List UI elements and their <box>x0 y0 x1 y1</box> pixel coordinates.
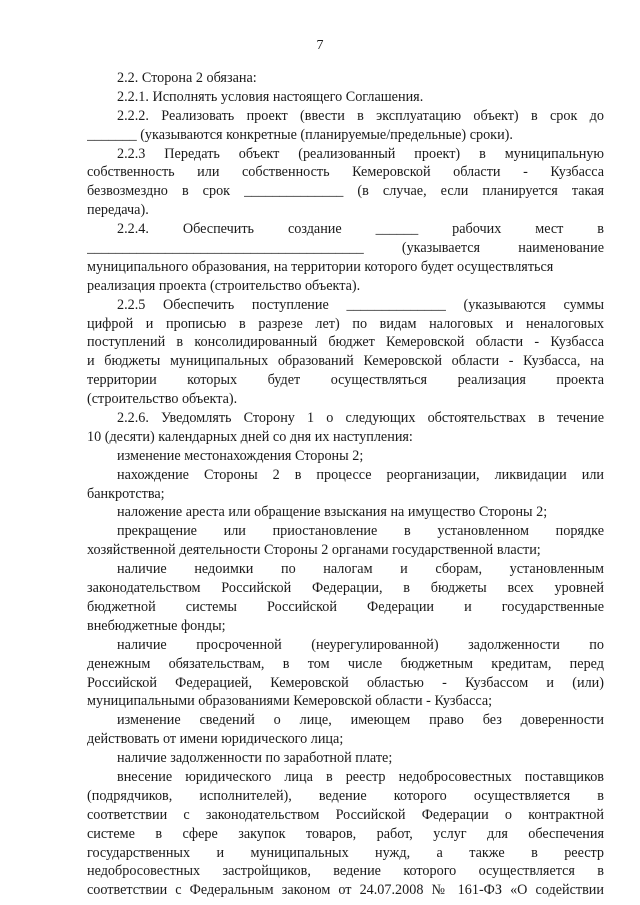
text-line: (подрядчиков, исполнителей), ведение которого осуществляется в <box>87 787 604 804</box>
text-line: наличие недоимки по налогам и сборам, установленным <box>117 561 604 578</box>
text-line: прекращение или приостановление в установленном порядке <box>117 523 604 540</box>
text-line: внебюджетные фонды; <box>87 617 226 634</box>
page-number: 7 <box>316 38 324 53</box>
text-line: 2.2.1. Исполнять условия настоящего Соглашения. <box>117 88 424 105</box>
text-line: наличие просроченной (неурегулированной) задолженности по <box>117 636 604 653</box>
text-line: 2.2.3 Передать объект (реализованный проект) в муниципальную <box>117 145 604 162</box>
text-line: и бюджеты муниципальных образований Кемеровской области - Кузбасса, на <box>87 353 604 370</box>
text-line: _______________________________________ (указывается наименование <box>87 240 604 257</box>
text-line: наложение ареста или обращение взыскания на имущество Стороны 2; <box>117 504 548 521</box>
text-line: системе в сфере закупок товаров, работ, услуг для обеспечения <box>87 825 604 842</box>
text-line: соответствии с законодательством Российской Федерации о контрактной <box>87 806 604 823</box>
text-line: действовать от имени юридического лица; <box>87 731 344 748</box>
text-line: внесение юридического лица в реестр недобросовестных поставщиков <box>117 768 604 785</box>
text-line: 2.2.2. Реализовать проект (ввести в эксплуатацию объект) в срок до <box>117 107 604 124</box>
text-line: законодательством Российской Федерации, в бюджеты всех уровней <box>87 580 604 597</box>
text-line: бюджетной системы Российской Федерации и государственные <box>87 598 604 615</box>
text-line: поступлений в консолидированный бюджет Кемеровской области - Кузбасса <box>87 334 604 351</box>
text-line: недобросовестных застройщиков, ведение которого осуществляется в <box>87 863 604 880</box>
text-line: муниципального образования, на территории которого будет осуществляться <box>87 258 554 275</box>
text-line: наличие задолженности по заработной плате; <box>117 750 393 767</box>
text-line: денежным обязательствам, в том числе бюджетным кредитам, перед <box>87 655 604 672</box>
text-line: изменение сведений о лице, имеющем право без доверенности <box>117 712 604 729</box>
text-line: 2.2.4. Обеспечить создание ______ рабочих мест в <box>117 221 604 238</box>
text-line: банкротства; <box>87 485 165 502</box>
text-line: Российской Федерацией, Кемеровской областью - Кузбассом и (или) <box>87 674 604 691</box>
text-line: соответствии с Федеральным законом от 24.07.2008 № 161-ФЗ «О содействии <box>87 882 604 899</box>
text-line: 2.2.5 Обеспечить поступление ______________ (указываются суммы <box>117 296 604 313</box>
text-line: нахождение Стороны 2 в процессе реорганизации, ликвидации или <box>117 466 604 483</box>
text-line: государственных и муниципальных нужд, а также в реестр <box>87 844 604 861</box>
text-line: 2.2.6. Уведомлять Сторону 1 о следующих обстоятельствах в течение <box>117 410 604 427</box>
text-line: собственность или собственность Кемеровской области - Кузбасса <box>87 164 604 181</box>
text-line: 2.2. Сторона 2 обязана: <box>117 70 257 86</box>
text-line: изменение местонахождения Стороны 2; <box>117 447 364 464</box>
text-line: передача). <box>87 202 149 219</box>
text-line: муниципальными образованиями Кемеровской области - Кузбасса; <box>87 693 493 710</box>
text-line: территории которых будет осуществляться реализация проекта <box>87 372 604 389</box>
text-line: _______ (указываются конкретные (планируемые/предельные) сроки). <box>87 126 513 143</box>
text-line: (строительство объекта). <box>87 391 238 408</box>
text-line: безвозмездно в срок ______________ (в случае, если планируется такая <box>87 183 604 200</box>
text-line: хозяйственной деятельности Стороны 2 органами государственной власти; <box>87 542 541 559</box>
text-line: 10 (десяти) календарных дней со дня их наступления: <box>87 428 413 445</box>
text-line: цифрой и прописью в разрезе лет) по видам налоговых и неналоговых <box>87 315 604 332</box>
text-line: реализация проекта (строительство объекта). <box>87 277 361 294</box>
document-body <box>87 69 604 900</box>
